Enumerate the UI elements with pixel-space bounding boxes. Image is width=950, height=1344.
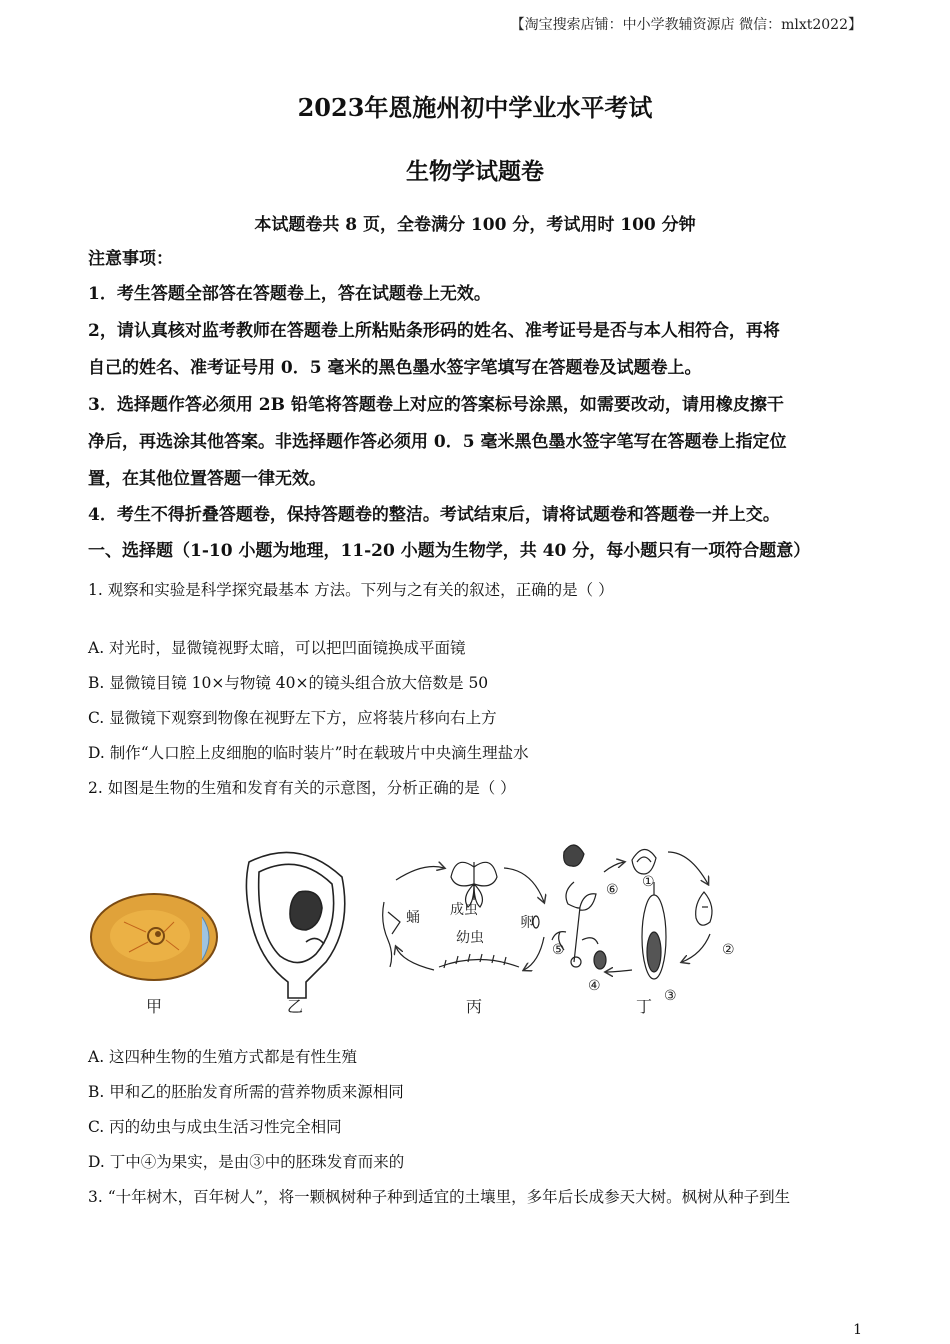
figure-label-yi: 乙 — [287, 997, 304, 1016]
plant-label-6: ⑥ — [606, 882, 619, 898]
reproduction-figure — [84, 822, 744, 1022]
notice-line: 2，请认真核对监考教师在答题卷上所粘贴条形码的姓名、准考证号是否与本人相符合，再将 — [88, 321, 780, 341]
question-2-stem: 2. 如图是生物的生殖和发育有关的示意图，分析正确的是（ ） — [88, 779, 516, 797]
notice-line: 置，在其他位置答题一律无效。 — [88, 469, 326, 489]
plant-label-1: ① — [642, 874, 655, 890]
plant-label-3: ③ — [664, 988, 677, 1004]
plant-label-5: ⑤ — [552, 942, 565, 958]
question-1-option-a: A. 对光时，显微镜视野太暗，可以把凹面镜换成平面镜 — [88, 639, 466, 657]
insect-label-pupa: 蛹 — [406, 910, 420, 926]
question-1-option-c: C. 显微镜下观察到物像在视野左下方，应将装片移向右上方 — [88, 709, 497, 727]
insect-label-adult: 成虫 — [450, 902, 478, 918]
uterus-illustration — [246, 852, 344, 998]
question-1-stem: 1. 观察和实验是科学探究最基本 方法。下列与之有关的叙述，正确的是（ ） — [88, 581, 614, 599]
question-2-option-c: C. 丙的幼虫与成虫生活习性完全相同 — [88, 1118, 342, 1136]
notice-line: 净后，再选涂其他答案。非选择题作答必须用 0．5 毫米黑色墨水签字笔写在答题卷上指定位 — [88, 432, 787, 452]
question-2-option-b: B. 甲和乙的胚胎发育所需的营养物质来源相同 — [88, 1083, 404, 1101]
notice-heading: 注意事项： — [88, 249, 173, 269]
insect-label-larva: 幼虫 — [456, 930, 484, 946]
question-3-stem: 3. “十年树木，百年树人”，将一颗枫树种子种到适宜的土壤里，多年后长成参天大树。枫树从种子到生 — [88, 1188, 791, 1206]
exam-subtitle: 生物学试题卷 — [406, 158, 544, 185]
page-number: 1 — [853, 1322, 862, 1338]
bird-egg-illustration — [91, 894, 217, 980]
insect-label-egg: 卵 — [520, 915, 534, 931]
exam-info: 本试题卷共 8 页，全卷满分 100 分，考试用时 100 分钟 — [254, 215, 696, 235]
header-note: 【淘宝搜索店铺：中小学教辅资源店 微信：mlxt2022】 — [510, 17, 862, 33]
question-2-option-d: D. 丁中④为果实，是由③中的胚珠发育而来的 — [88, 1153, 405, 1171]
plant-label-2: ② — [722, 942, 735, 958]
plant-life-cycle — [552, 845, 712, 979]
figure-label-jia: 甲 — [146, 997, 163, 1016]
plant-label-4: ④ — [588, 978, 601, 994]
notice-line: 自己的姓名、准考证号用 0．5 毫米的黑色墨水签字笔填写在答题卷及试题卷上。 — [88, 358, 702, 378]
section-heading: 一、选择题（1-10 小题为地理，11-20 小题为生物学，共 40 分，每小题只有一项符合题意） — [88, 541, 811, 561]
notice-line: 1．考生答题全部答在答题卷上，答在试题卷上无效。 — [88, 284, 491, 304]
figure-label-ding: 丁 — [636, 997, 653, 1016]
notice-line: 4．考生不得折叠答题卷，保持答题卷的整洁。考试结束后，请将试题卷和答题卷一并上交。 — [88, 505, 780, 525]
figure-label-bing: 丙 — [466, 997, 483, 1016]
exam-title: 2023年恩施州初中学业水平考试 — [297, 93, 653, 122]
question-2-option-a: A. 这四种生物的生殖方式都是有性生殖 — [88, 1048, 358, 1066]
notice-line: 3．选择题作答必须用 2B 铅笔将答题卷上对应的答案标号涂黑，如需要改动，请用橡皮擦干 — [88, 395, 784, 415]
question-1-option-d: D. 制作“人口腔上皮细胞的临时装片”时在载玻片中央滴生理盐水 — [88, 744, 529, 762]
question-1-option-b: B. 显微镜目镜 10×与物镜 40×的镜头组合放大倍数是 50 — [88, 674, 489, 692]
